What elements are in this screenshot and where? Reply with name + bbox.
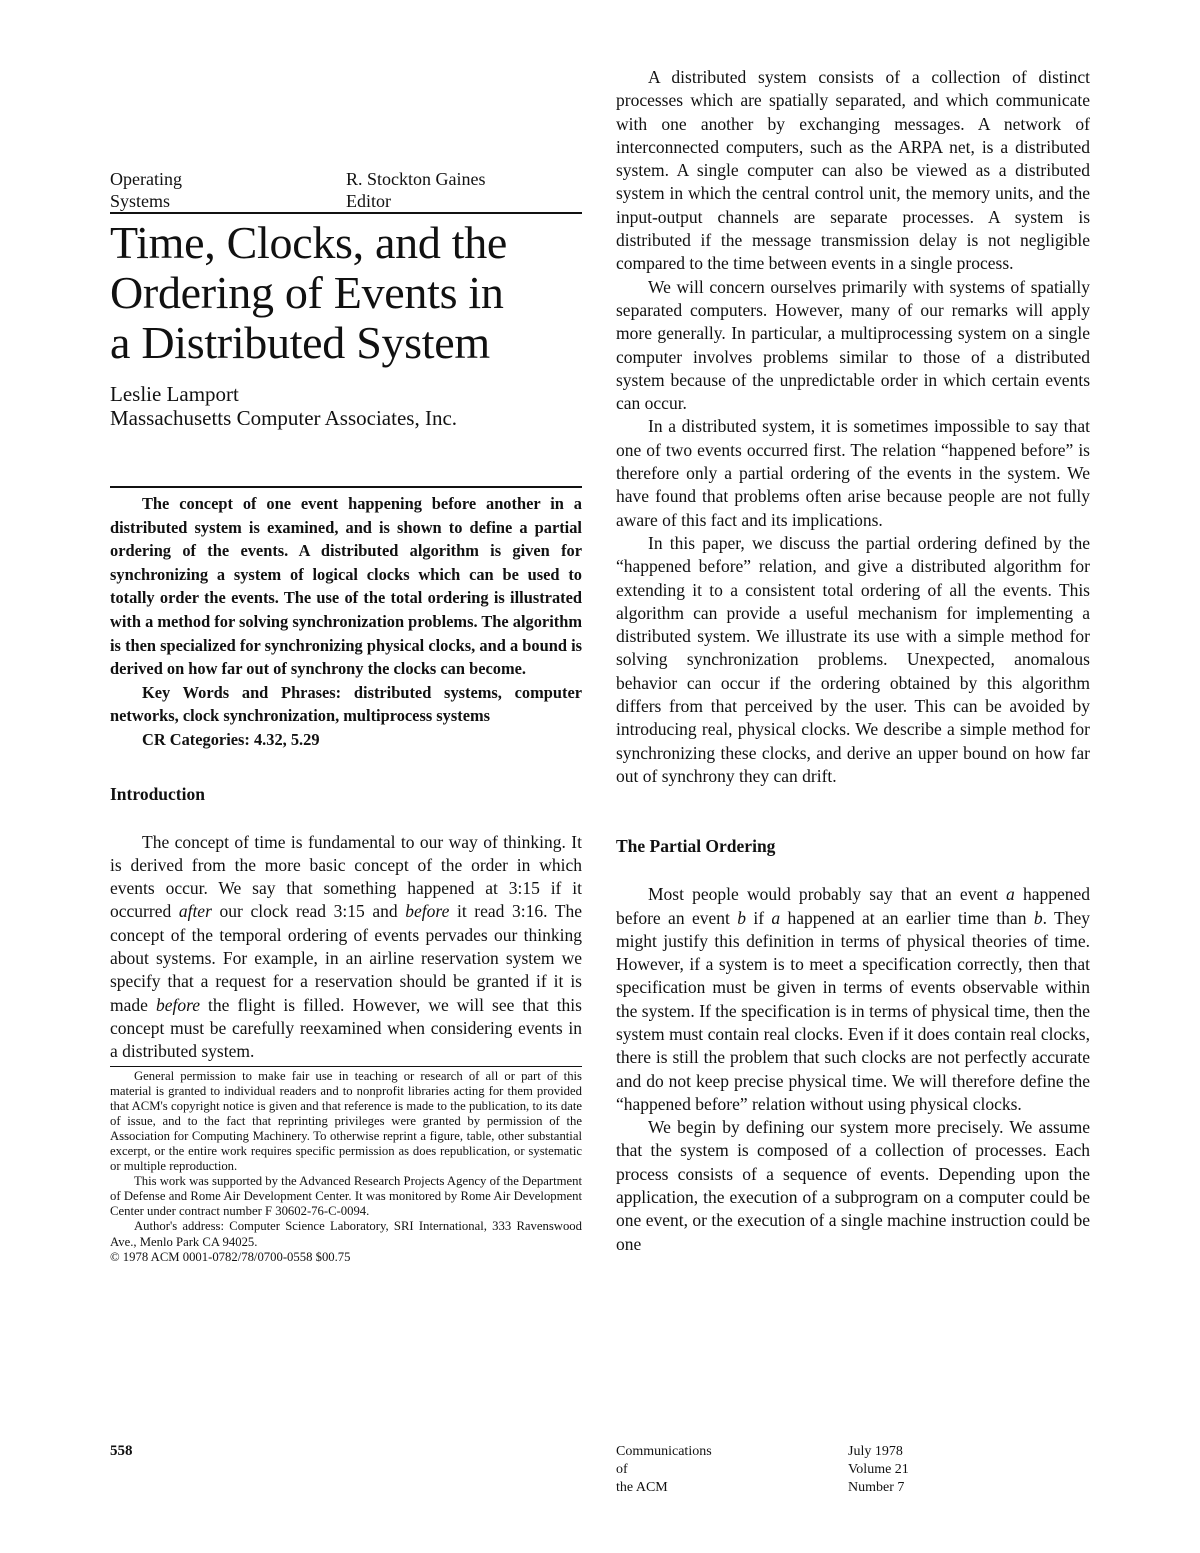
partial-ordering-body xyxy=(616,883,1090,1256)
right-paragraph-3: In a distributed system, it is sometimes impossible to say that one of two events occurred first. The relation “happened before” is therefore only a partial ordering of the events in the system. We have found that problems often arise because people are not fully aware of this fact and its implications. xyxy=(616,416,1090,530)
right-column xyxy=(616,66,1090,1256)
editor-label xyxy=(346,168,486,212)
right-paragraph-6: We begin by defining our system more precisely. We assume that the system is composed of a collection of processes. Each process consists of a sequence of events. Depending upon the application, the execution of a subprogram on a computer could be one event, or the execution of a single machine instruction could be one xyxy=(616,1117,1090,1254)
footnote-support: This work was supported by the Advanced Research Projects Agency of the Department of Defense and Rome Air Development Center. It was monitored by Rome Air Development Center under contract number F 30602-76-C-0094. xyxy=(110,1174,582,1219)
footnote-permission: General permission to make fair use in teaching or research of all or part of this material is granted to individual readers and to nonprofit libraries acting for them provided that ACM's copyright notice is given and that reference is made to the publication, to its date of issue, and to the fact that reprinting privileges were granted by permission of the Association for Computing Machinery. To otherwise reprint a figure, table, other substantial excerpt, or the entire work requires specific permission as does republication, or systematic or multiple reproduction. xyxy=(110,1068,582,1174)
editor-role: Editor xyxy=(346,191,391,211)
issue-volume: Volume 21 xyxy=(848,1462,909,1477)
footnotes xyxy=(110,1066,582,1265)
intro-italic-after: after xyxy=(178,901,212,922)
p5-text-2: happened before an event xyxy=(616,884,1090,928)
intro-text-4: the flight is filled. However, we will see that this concept must be carefully reexamined when considering events in a distributed system. xyxy=(110,994,582,1062)
editor-name: R. Stockton Gaines xyxy=(346,169,486,189)
p5-var-a: a xyxy=(1006,884,1015,905)
intro-italic-before-2: before xyxy=(155,994,200,1015)
intro-text-2: our clock read 3:15 and xyxy=(211,901,406,922)
introduction-heading: Introduction xyxy=(110,783,205,804)
title-line2: Ordering of Events in xyxy=(110,267,504,318)
introduction-paragraph xyxy=(110,831,582,1064)
paper-title xyxy=(110,218,582,368)
author-block xyxy=(110,382,582,430)
left-column xyxy=(110,168,582,1265)
author-name: Leslie Lamport xyxy=(110,382,239,406)
title-line1: Time, Clocks, and the xyxy=(110,217,508,268)
issue-date: July 1978 xyxy=(848,1444,903,1459)
page-number: 558 xyxy=(110,1443,133,1459)
abstract xyxy=(110,486,582,752)
right-body xyxy=(616,66,1090,788)
section-editor-header xyxy=(110,168,582,212)
journal-line3: the ACM xyxy=(616,1480,668,1495)
right-paragraph-4: In this paper, we discuss the partial ordering defined by the “happened before” relation, and give a distributed algorithm for extending it to a consistent total ordering of all the events. This algorithm can provide a useful mechanism for implementing a distributed system. We illustrate its use with a simple method for solving synchronization problems. Unexpected, anomalous behavior can occur if the ordering obtained by this algorithm differs from that perceived by the user. This can be avoided by introducing real, physical clocks. We describe a simple method for synchronizing these clocks, and derive an upper bound on how far out of synchrony they can drift. xyxy=(616,532,1090,786)
journal-line2: of xyxy=(616,1462,628,1477)
footnote-copyright: © 1978 ACM 0001-0782/78/0700-0558 $00.75 xyxy=(110,1249,351,1264)
footnote-address: Author's address: Computer Science Laboratory, SRI International, 333 Ravenswood Ave., Menlo Park CA 94025. xyxy=(110,1219,582,1249)
p5-var-a-2: a xyxy=(771,907,781,928)
issue-info xyxy=(848,1443,909,1497)
title-rule xyxy=(110,212,582,214)
p5-text-5: . They might justify this definition in terms of physical theories of time. However, if a system is to meet a specification correctly, then that specification must be given in terms of events observable within the system. If the specification is in terms of physical time, then the system must contain real clocks. Even if it does contain real clocks, there is still the problem that such clocks are not perfectly accurate and do not keep precise physical time. We will therefore define the “happened before” relation without using physical clocks. xyxy=(616,907,1090,1114)
right-paragraph-5 xyxy=(616,883,1090,1116)
title-line3: a Distributed System xyxy=(110,317,490,368)
abstract-categories: CR Categories: 4.32, 5.29 xyxy=(142,729,320,749)
right-paragraph-1: A distributed system consists of a collection of distinct processes which are spatially separated, and which communicate with one another by exchanging messages. A network of interconnected computers, such as the ARPA net, is a distributed system. A single computer can also be viewed as a distributed system in which the central control unit, the memory units, and the input-output channels are separate processes. A system is distributed if the message transmission delay is not negligible compared to the time between events in a single process. xyxy=(616,67,1090,274)
section-line2: Systems xyxy=(110,191,171,211)
abstract-keywords: Key Words and Phrases: distributed systems, computer networks, clock synchronization, multiprocess systems xyxy=(110,682,582,726)
right-paragraph-2: We will concern ourselves primarily with systems of spatially separated computers. However, many of our remarks will apply more generally. In particular, a multiprocessing system on a single computer involves problems similar to those of a distributed system because of the unpredictable order in which certain events can occur. xyxy=(616,276,1090,414)
abstract-text: The concept of one event happening before another in a distributed system is examined, and is shown to define a partial ordering of the events. A distributed algorithm is given for synchronizing a system of logical clocks which can be used to totally order the events. The use of the total ordering is illustrated with a method for solving synchronization problems. The algorithm is then specialized for synchronizing physical clocks, and a bound is derived on how far out of synchrony the clocks can become. xyxy=(110,494,582,679)
section-line1: Operating xyxy=(110,169,182,189)
journal-name xyxy=(616,1443,712,1497)
intro-italic-before: before xyxy=(405,901,450,922)
introduction-body xyxy=(110,831,582,1064)
section-label xyxy=(110,168,346,212)
intro-text-1: The concept of time is fundamental to our way of thinking. It is derived from the more basic concept of the order in which events occur. We say that something happened at 3:15 if it occurred xyxy=(110,831,582,922)
p5-var-b-2: b xyxy=(1033,907,1043,928)
author-affiliation: Massachusetts Computer Associates, Inc. xyxy=(110,406,458,430)
partial-ordering-heading: The Partial Ordering xyxy=(616,836,776,857)
p5-text-4: happened at an earlier time than xyxy=(780,907,1034,928)
intro-text-3: it read 3:16. The concept of the temporal ordering of events pervades our thinking about systems. For example, in an airline reservation system we specify that a request for a reservation should be granted if it is made xyxy=(110,901,583,1015)
p5-text-1: Most people would probably say that an event xyxy=(648,884,1007,905)
p5-var-b: b xyxy=(737,907,746,928)
journal-line1: Communications xyxy=(616,1444,712,1459)
issue-number: Number 7 xyxy=(848,1480,905,1495)
p5-text-3: if xyxy=(745,907,772,928)
